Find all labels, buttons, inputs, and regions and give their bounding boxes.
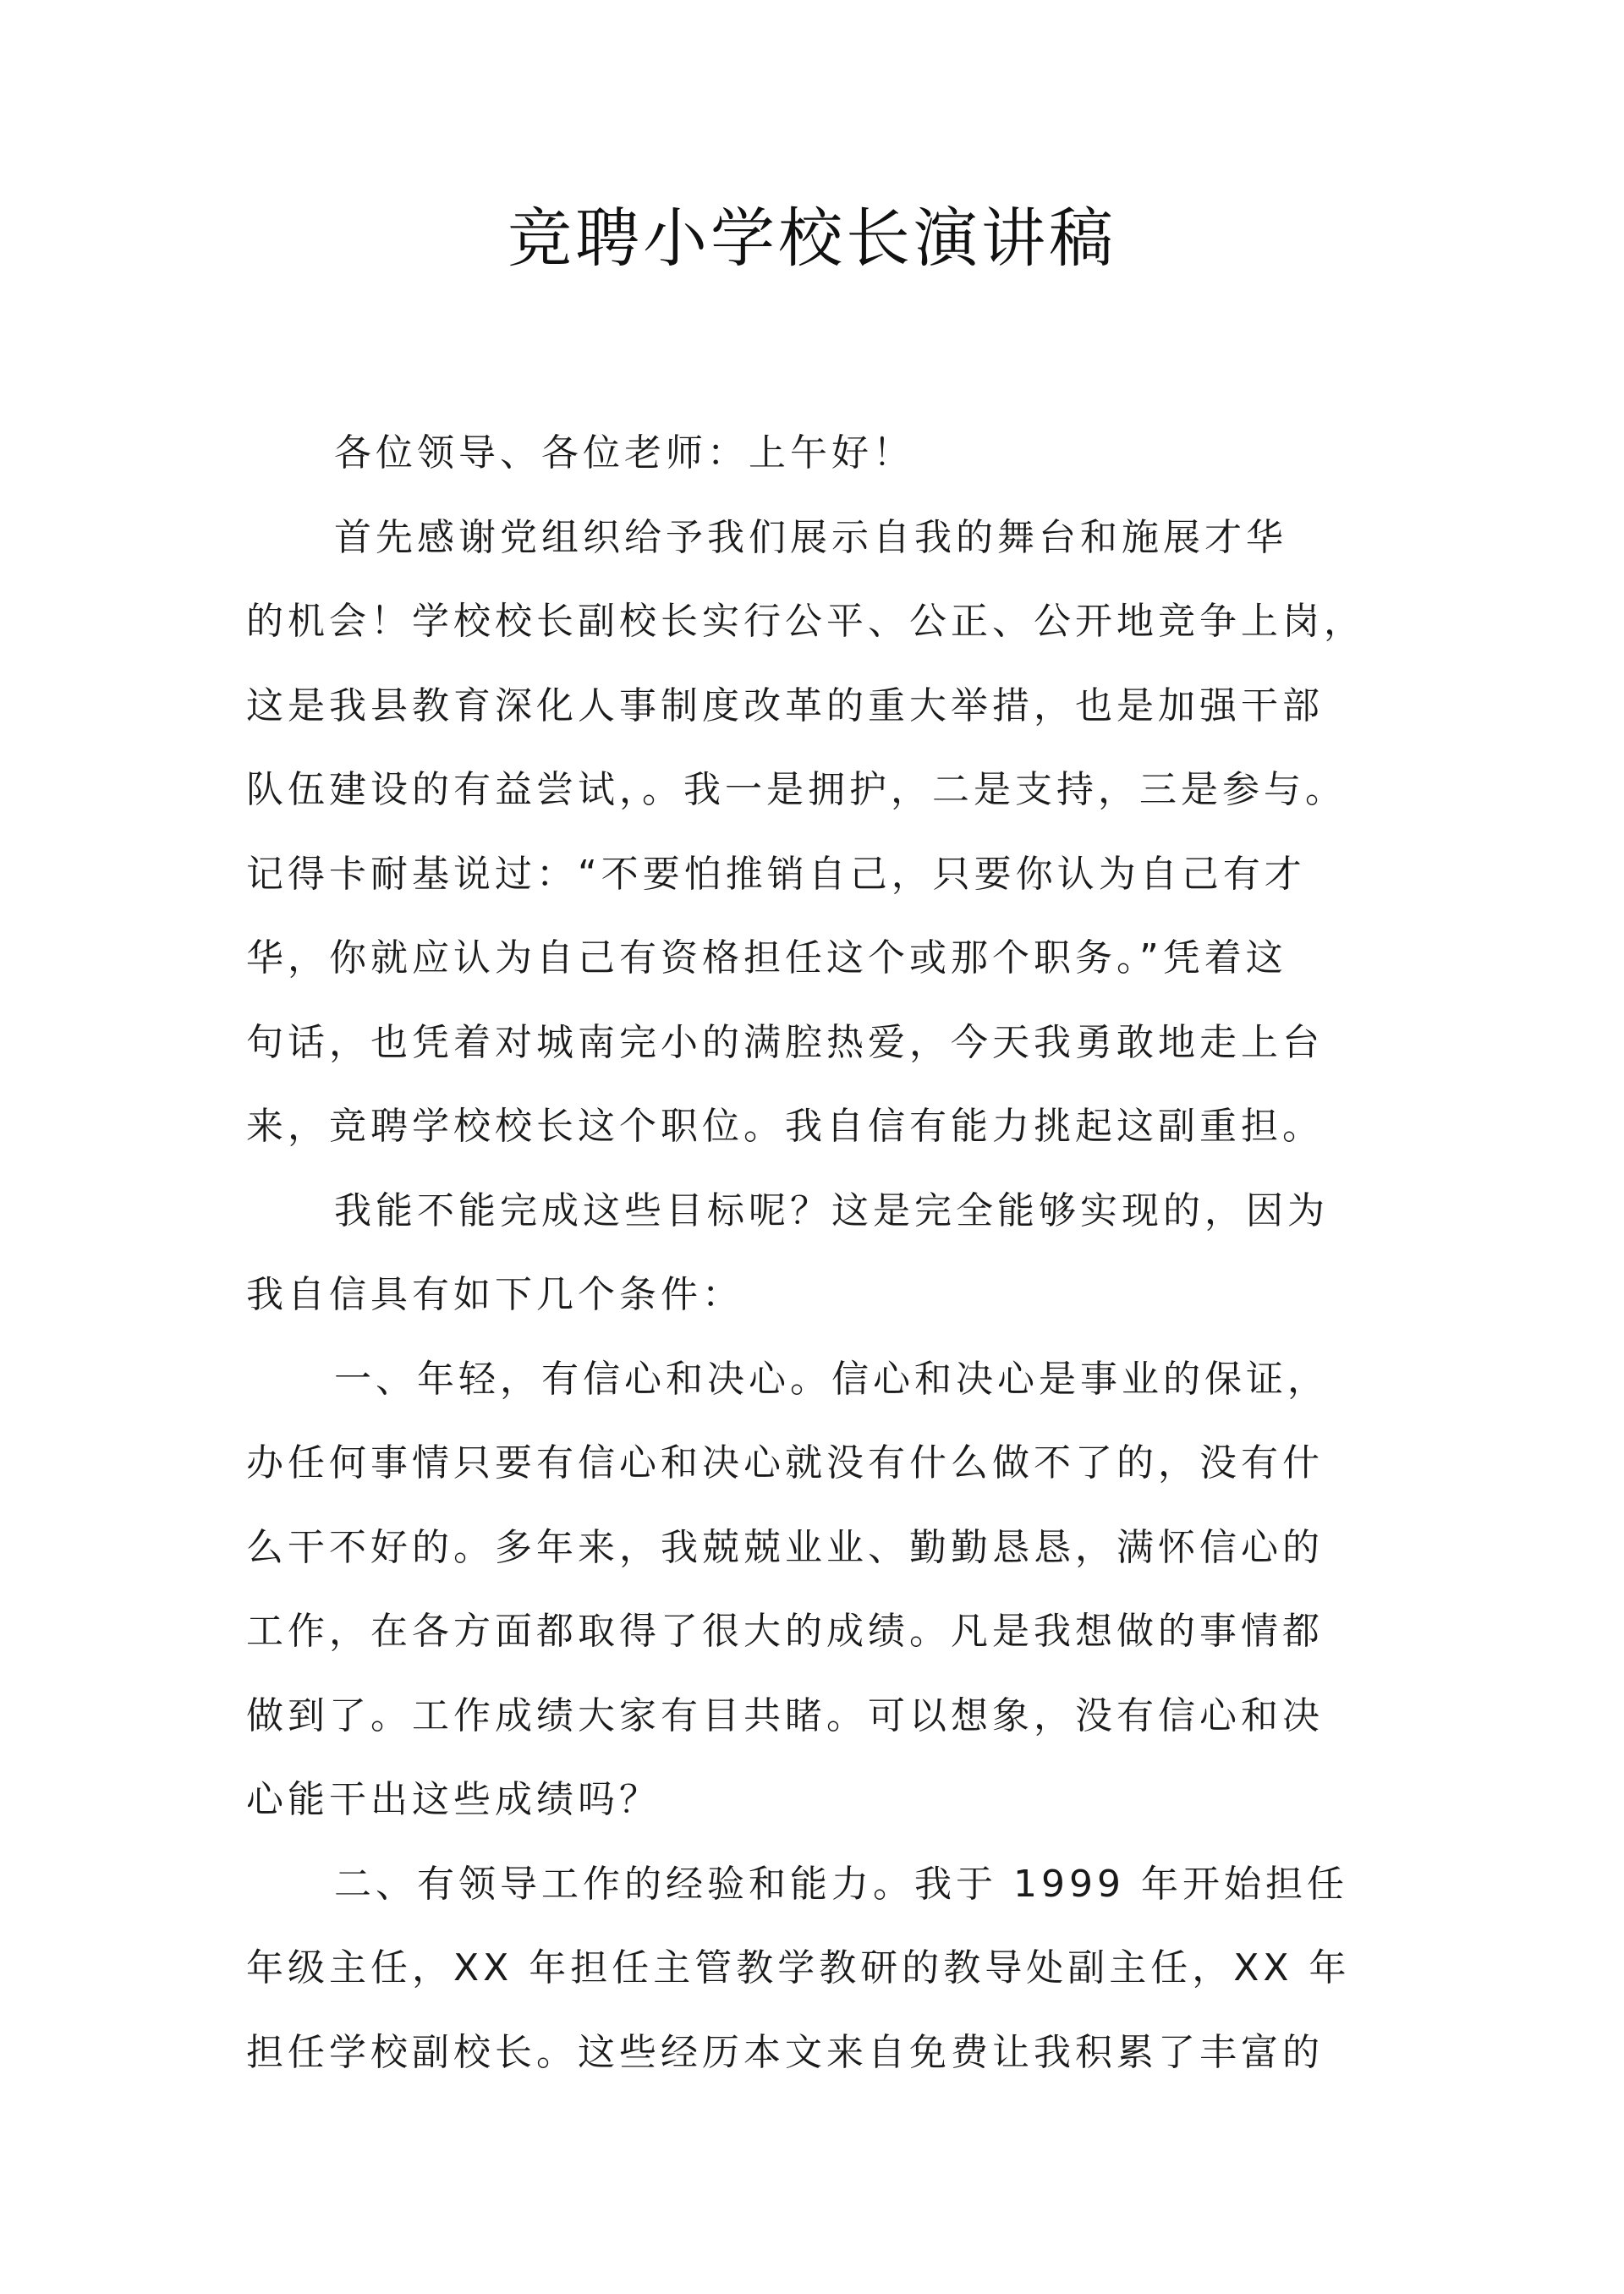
paragraph-line: 我自信具有如下几个条件：: [246, 1273, 743, 1316]
paragraph-line: 记得卡耐基说过：“不要怕推销自己，只要你认为自己有才: [246, 852, 1306, 896]
paragraph-line: 年级主任，XX 年担任主管教学教研的教导处副主任，XX 年: [246, 1946, 1351, 1989]
paragraph-line: 心能干出这些成绩吗？: [246, 1778, 661, 1821]
paragraph-line: 句话，也凭着对城南完小的满腔热爱，今天我勇敢地走上台: [246, 1020, 1324, 1064]
paragraph-line: 来，竞聘学校校长这个职位。我自信有能力挑起这副重担。: [246, 1105, 1324, 1148]
paragraph-line: 工作，在各方面都取得了很大的成绩。凡是我想做的事情都: [246, 1610, 1324, 1653]
paragraph-line: 么干不好的。多年来，我兢兢业业、勤勤恳恳，满怀信心的: [246, 1525, 1324, 1569]
salutation-line: 各位领导、各位老师：上午好！: [334, 431, 914, 475]
paragraph-line: 二、有领导工作的经验和能力。我于 1999 年开始担任: [334, 1862, 1348, 1906]
paragraph-line: 华，你就应认为自己有资格担任这个或那个职务。”凭着这: [246, 936, 1287, 980]
paragraph-line: 的机会！学校校长副校长实行公平、公正、公开地竞争上岗，: [246, 600, 1365, 643]
document-body: [246, 411, 1380, 2094]
paragraph-line: 这是我县教育深化人事制度改革的重大举措，也是加强干部: [246, 683, 1324, 727]
paragraph-line: 办任何事情只要有信心和决心就没有什么做不了的，没有什: [246, 1441, 1324, 1485]
paragraph-line: 一、年轻，有信心和决心。信心和决心是事业的保证，: [334, 1357, 1329, 1401]
paragraph-line: 队伍建设的有益尝试，。我一是拥护，二是支持，三是参与。: [246, 768, 1347, 811]
paragraph-line: 我能不能完成这些目标呢？这是完全能够实现的，因为: [334, 1188, 1329, 1232]
paragraph-line: 做到了。工作成绩大家有目共睹。可以想象，没有信心和决: [246, 1693, 1324, 1737]
paragraph-line: 首先感谢党组织给予我们展示自我的舞台和施展才华: [334, 515, 1287, 559]
paragraph-line: 担任学校副校长。这些经历本文来自免费让我积累了丰富的: [246, 2030, 1324, 2074]
document-title: 竞聘小学校长演讲稿: [508, 200, 1116, 276]
